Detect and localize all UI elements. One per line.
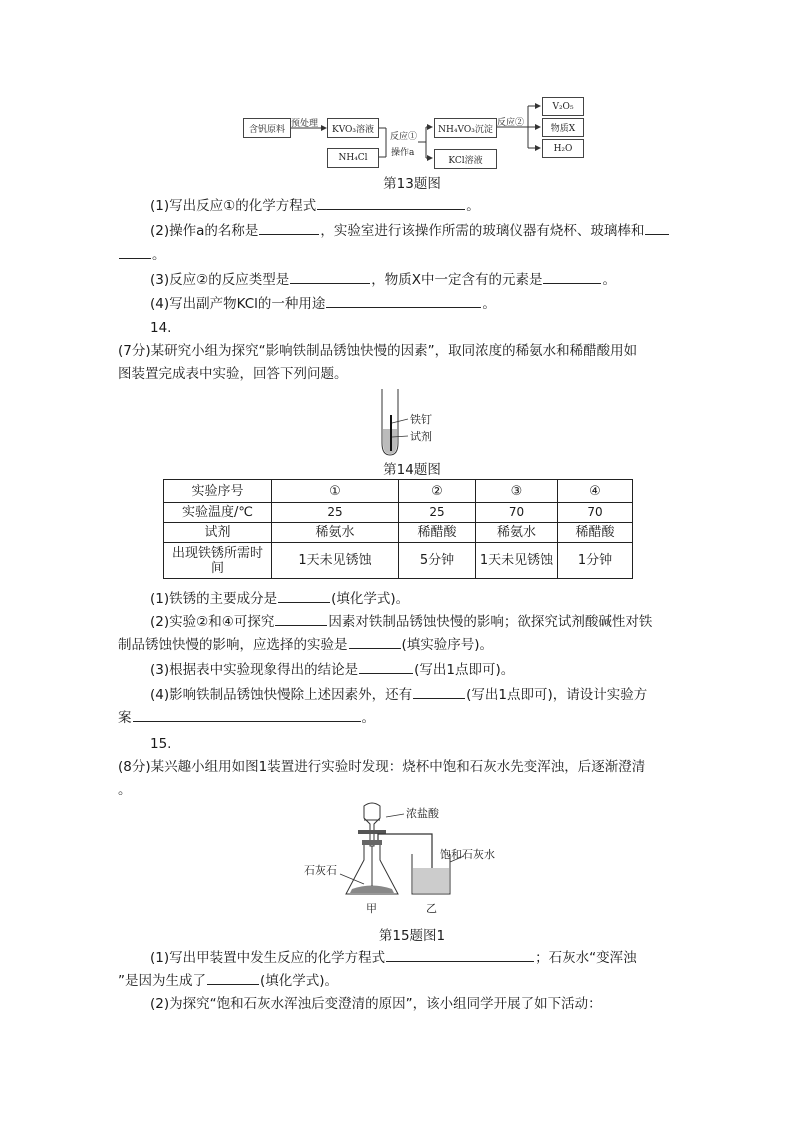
answer-blank[interactable] [645,220,669,235]
table-cell: 稀醋酸 [399,523,476,543]
box-kcl: KCl溶液 [434,149,497,169]
answer-blank[interactable] [278,588,330,603]
label-yi: 乙 [426,902,437,915]
table-cell: 1天未见锈蚀 [476,543,558,579]
table-cell: 稀氨水 [272,523,399,543]
label-acid: 浓盐酸 [406,807,439,820]
table-cell: 1天未见锈蚀 [272,543,399,579]
label-jia: 甲 [366,902,377,915]
q15-question-1: (1)写出甲装置中发生反应的化学方程式 ；石灰水“变浑浊 [150,947,710,968]
label-operation-a: 操作a [391,148,415,158]
q14-data-table [163,479,633,579]
table-cell: 25 [272,503,399,523]
q14-question-3: (3)根据表中实验现象得出的结论是 (写出1点即可)。 [150,659,710,680]
answer-blank[interactable] [290,269,370,284]
q14-question-4-cont: 案 。 [118,707,678,728]
q14-test-tube-figure [370,385,490,457]
answer-blank[interactable] [413,684,465,699]
q15-intro-line1: (8分)某兴趣小组用如图1装置进行实验时发现：烧杯中饱和石灰水先变浑浊，后逐渐澄清 [118,759,646,775]
table-row [164,543,633,579]
box-substance-x: 物质X [542,118,584,137]
table-cell: ③ [476,480,558,503]
q13-question-3: (3)反应②的反应类型是 ，物质X中一定含有的元素是 。 [150,269,710,290]
answer-blank[interactable] [543,269,601,284]
answer-blank[interactable] [275,611,327,626]
q13-caption: 第13题图 [383,176,441,192]
table-cell: 稀醋酸 [558,523,633,543]
answer-blank[interactable] [259,220,319,235]
table-cell: ① [272,480,399,503]
q15-number: 15. [150,736,172,752]
table-cell: 70 [476,503,558,523]
q14-question-1: (1)铁锈的主要成分是 (填化学式)。 [150,588,710,609]
q14-intro-line2: 图装置完成表中实验，回答下列问题。 [118,366,348,382]
table-cell: 稀氨水 [476,523,558,543]
table-cell: 70 [558,503,633,523]
table-cell: ④ [558,480,633,503]
row-header: 出现铁锈所需时间 [164,543,272,579]
q14-question-2-cont: 制品锈蚀快慢的影响，应选择的实验是 (填实验序号)。 [118,634,678,655]
q15-question-2: (2)为探究“饱和石灰水浑浊后变澄清的原因”，该小组同学开展了如下活动： [150,996,602,1012]
label-reaction1: 反应① [390,132,418,142]
answer-blank[interactable] [207,970,259,985]
answer-blank[interactable] [119,244,151,259]
answer-blank[interactable] [386,947,534,962]
box-v2o5: V₂O₅ [542,97,584,116]
q13-question-4: (4)写出副产物KCl的一种用途 。 [150,293,710,314]
answer-blank[interactable] [326,293,481,308]
label-limestone: 石灰石 [304,864,337,877]
table-cell: 25 [399,503,476,523]
limewater-liquid [413,868,449,893]
q13-question-2-cont: 。 [118,244,678,265]
label-limewater: 饱和石灰水 [440,848,495,861]
box-nh4vo3: NH₄VO₃沉淀 [434,118,497,138]
row-header: 试剂 [164,523,272,543]
row-header: 实验序号 [164,480,272,503]
label-reaction2: 反应② [497,118,525,128]
table-row [164,523,633,543]
box-nh4cl: NH₄Cl [327,148,379,168]
q15-intro-line2: 。 [118,782,132,798]
table-cell: 1分钟 [558,543,633,579]
q15-caption: 第15题图1 [378,928,446,944]
q14-question-4: (4)影响铁制品锈蚀快慢除上述因素外，还有 (写出1点即可)，请设计实验方 [150,684,710,705]
q15-apparatus-figure [300,800,540,920]
q14-question-2: (2)实验②和④可探究 因素对铁制品锈蚀快慢的影响；欲探究试剂酸碱性对铁 [150,611,710,632]
limestone [350,886,394,894]
q15-question-1-cont: ”是因为生成了 (填化学式)。 [118,970,678,991]
box-h2o: H₂O [542,139,584,158]
answer-blank[interactable] [133,707,361,722]
label-pretreat: 预处理 [291,119,319,129]
table-row [164,503,633,523]
answer-blank[interactable] [317,195,465,210]
label-nail: 铁钉 [410,413,432,426]
table-cell: 5分钟 [399,543,476,579]
row-header: 实验温度/℃ [164,503,272,523]
table-cell: ② [399,480,476,503]
box-kvo3: KVO₃溶液 [327,118,379,138]
q13-question-1: (1)写出反应①的化学方程式 。 [150,195,710,216]
q14-number: 14. [150,320,172,336]
label-reagent: 试剂 [410,430,432,443]
q13-question-2: (2)操作a的名称是 ，实验室进行该操作所需的玻璃仪器有烧杯、玻璃棒和 [150,220,710,241]
answer-blank[interactable] [359,659,413,674]
q14-caption: 第14题图 [383,462,441,478]
table-row [164,480,633,503]
box-raw-material: 含钒原料 [243,118,291,138]
answer-blank[interactable] [349,634,401,649]
q14-intro-line1: (7分)某研究小组为探究“影响铁制品锈蚀快慢的因素”，取同浓度的稀氨水和稀醋酸用如 [118,343,638,359]
